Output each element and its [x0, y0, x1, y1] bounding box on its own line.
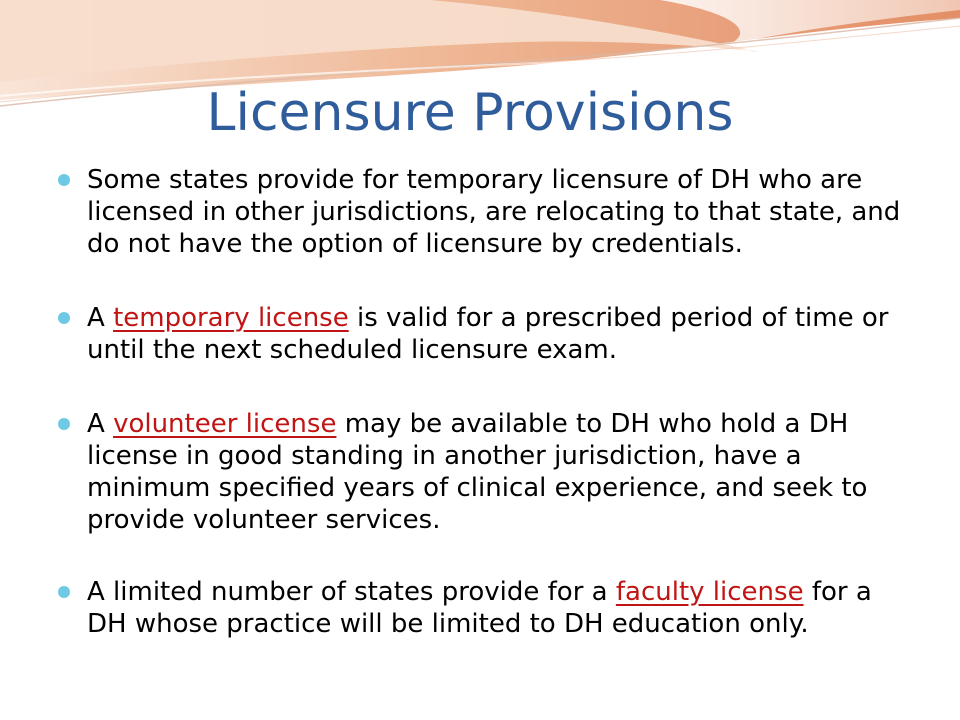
bullet-text-segment: A: [87, 303, 114, 333]
bullet-icon: [58, 586, 70, 598]
bullet-text-segment: A: [87, 409, 114, 439]
bullet-text-segment: Some states provide for temporary licensure of DH who are licensed in other jurisdictions, are relocating to that state, and do not have the option of licensure by credentials.: [87, 165, 901, 259]
bullet-text: [87, 302, 917, 366]
bullet-icon: [58, 418, 70, 430]
bullet-text-segment: may be available to DH who hold a DH license in good standing in another jurisdiction, have a minimum specified years of clinical experience, and seek to provide volunteer services.: [87, 409, 868, 535]
bullet-text: [87, 408, 917, 536]
page-title: Licensure Provisions: [206, 83, 734, 143]
bullet-icon: [58, 312, 70, 324]
bullet-text: [87, 164, 917, 260]
bullet-text-segment: for a DH whose practice will be limited to DH education only.: [87, 577, 872, 639]
volunteer-license-link[interactable]: volunteer license: [113, 409, 337, 439]
bullet-text-segment: is valid for a prescribed period of time or until the next scheduled licensure exam.: [87, 303, 889, 365]
temporary-license-link[interactable]: temporary license: [113, 303, 349, 333]
bullet-text: [87, 576, 917, 640]
bullet-text-segment: A limited number of states provide for a: [87, 577, 616, 607]
faculty-license-link[interactable]: faculty license: [615, 577, 804, 607]
bullet-icon: [58, 174, 70, 186]
